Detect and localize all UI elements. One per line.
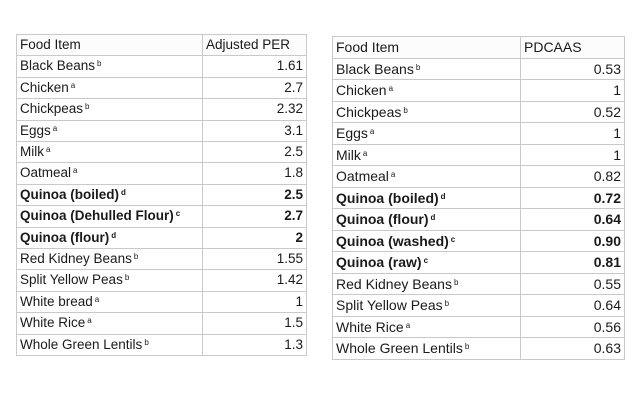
footnote-mark: b: [444, 299, 450, 308]
food-item-name: White Rice: [20, 315, 86, 331]
column-header-adjusted-per: Adjusted PER: [203, 35, 307, 56]
food-item-cell: [17, 227, 203, 248]
column-header-food-item: Food Item: [17, 35, 203, 56]
food-item-name: Quinoa (flour): [336, 211, 429, 227]
food-item-cell: [17, 249, 203, 270]
table-row: [333, 101, 625, 123]
food-item-name: Quinoa (washed): [336, 232, 449, 249]
food-item-name: Oatmeal: [336, 168, 389, 184]
table-row: [17, 99, 307, 120]
footnote-mark: a: [73, 166, 78, 176]
food-item-name: Eggs: [20, 122, 51, 138]
food-item-name: Black Beans: [20, 58, 96, 74]
footnote-mark: a: [388, 84, 394, 93]
footnote-mark: a: [46, 145, 51, 155]
food-item-name: White bread: [20, 293, 93, 309]
table-row: [333, 80, 625, 102]
table-row: [17, 163, 307, 184]
table-row: [17, 56, 307, 77]
food-item-name: Quinoa (boiled): [336, 189, 439, 206]
food-item-cell: [17, 184, 203, 205]
value-cell: 2.5: [203, 184, 307, 205]
food-item-cell: [17, 142, 203, 163]
value-cell: 1.55: [203, 249, 307, 270]
table-row: [333, 123, 625, 145]
value-cell: 0.64: [521, 209, 625, 231]
value-cell: 1.42: [203, 270, 307, 291]
value-cell: 2.5: [203, 142, 307, 163]
food-item-name: Quinoa (boiled): [20, 186, 119, 202]
value-cell: 1.5: [203, 313, 307, 334]
footnote-mark: d: [440, 191, 446, 201]
table-row: [333, 252, 625, 274]
column-header-food-item: Food Item: [333, 37, 521, 59]
food-item-cell: [17, 99, 203, 120]
food-item-cell: [333, 58, 521, 80]
food-item-name: Oatmeal: [20, 165, 72, 181]
food-item-cell: [17, 206, 203, 227]
food-item-name: Whole Green Lentils: [336, 340, 463, 356]
table-row: [333, 166, 625, 188]
food-item-name: Chicken: [20, 79, 69, 95]
food-item-cell: [17, 77, 203, 98]
food-item-name: White Rice: [336, 318, 404, 335]
food-item-name: Milk: [20, 144, 44, 160]
food-item-cell: [17, 313, 203, 334]
footnote-mark: d: [430, 213, 436, 222]
value-cell: 0.53: [521, 58, 625, 80]
table-row: [17, 334, 307, 355]
table-row: [17, 291, 307, 312]
table-row: [17, 120, 307, 141]
value-cell: 0.90: [521, 230, 625, 252]
food-item-cell: [333, 273, 521, 295]
food-item-cell: [333, 230, 521, 252]
table-header-row: [333, 37, 625, 59]
footnote-mark: b: [144, 337, 149, 347]
footnote-mark: b: [85, 102, 90, 112]
value-cell: 0.56: [521, 316, 625, 338]
table-row: [17, 206, 307, 227]
table-row: [17, 142, 307, 163]
food-item-cell: [17, 270, 203, 291]
food-item-cell: [17, 334, 203, 355]
food-item-cell: [17, 120, 203, 141]
value-cell: 0.55: [521, 273, 625, 295]
food-item-cell: [333, 144, 521, 166]
value-cell: 0.52: [521, 101, 625, 123]
table-row: [17, 227, 307, 248]
value-cell: 0.81: [521, 252, 625, 274]
table-row: [333, 338, 625, 360]
footnote-mark: a: [369, 127, 375, 136]
table-header-row: [17, 35, 307, 56]
food-item-cell: [333, 338, 521, 360]
food-item-name: Chickpeas: [20, 101, 84, 117]
per-table-body: [17, 35, 307, 356]
food-item-name: Quinoa (flour): [20, 229, 110, 245]
footnote-mark: b: [453, 277, 459, 287]
value-cell: 1: [521, 144, 625, 166]
footnote-mark: d: [111, 230, 117, 240]
table-row: [17, 270, 307, 291]
table-row: [333, 295, 625, 317]
table-row: [17, 77, 307, 98]
column-header-pdcaas: PDCAAS: [521, 37, 625, 59]
food-item-cell: [333, 209, 521, 231]
table-row: [17, 249, 307, 270]
footnote-mark: b: [464, 342, 470, 351]
table-row: [333, 273, 625, 295]
food-item-cell: [17, 291, 203, 312]
value-cell: 2.32: [203, 99, 307, 120]
food-item-cell: [333, 166, 521, 188]
table-row: [333, 230, 625, 252]
food-item-cell: [333, 101, 521, 123]
footnote-mark: b: [97, 59, 102, 69]
food-item-name: Split Yellow Peas: [20, 272, 123, 288]
pdcaas-table: [332, 36, 625, 360]
value-cell: 2: [203, 227, 307, 248]
value-cell: 0.64: [521, 295, 625, 317]
value-cell: 0.63: [521, 338, 625, 360]
food-item-name: Split Yellow Peas: [336, 297, 443, 313]
footnote-mark: a: [70, 80, 76, 90]
food-item-name: Quinoa (Dehulled Flour): [20, 208, 174, 224]
food-item-cell: [333, 187, 521, 209]
value-cell: 1: [203, 291, 307, 312]
table-row: [333, 144, 625, 166]
food-item-name: Eggs: [336, 125, 368, 141]
pdcaas-table-body: [333, 37, 625, 360]
food-item-cell: [17, 163, 203, 184]
food-item-cell: [17, 56, 203, 77]
food-item-cell: [333, 123, 521, 145]
food-item-name: Milk: [336, 146, 361, 163]
food-item-name: Whole Green Lentils: [20, 336, 143, 352]
value-cell: 2.7: [203, 77, 307, 98]
food-item-name: Red Kidney Beans: [20, 251, 132, 267]
footnote-mark: a: [94, 294, 100, 304]
table-row: [333, 316, 625, 338]
food-item-name: Red Kidney Beans: [336, 275, 452, 292]
value-cell: 2.7: [203, 206, 307, 227]
footnote-mark: a: [87, 316, 92, 326]
value-cell: 0.72: [521, 187, 625, 209]
table-row: [333, 187, 625, 209]
adjusted-per-table: [16, 34, 307, 356]
footnote-mark: b: [415, 62, 421, 72]
footnote-mark: c: [450, 234, 456, 244]
footnote-mark: c: [175, 209, 181, 219]
food-item-cell: [333, 80, 521, 102]
footnote-mark: a: [52, 123, 58, 133]
value-cell: 0.82: [521, 166, 625, 188]
food-item-name: Quinoa (raw): [336, 254, 422, 270]
food-item-name: Chicken: [336, 82, 387, 98]
footnote-mark: a: [390, 170, 396, 179]
value-cell: 3.1: [203, 120, 307, 141]
value-cell: 1: [521, 123, 625, 145]
value-cell: 1: [521, 80, 625, 102]
food-item-cell: [333, 295, 521, 317]
food-item-cell: [333, 316, 521, 338]
table-row: [17, 184, 307, 205]
table-row: [333, 209, 625, 231]
footnote-mark: c: [423, 256, 429, 265]
footnote-mark: b: [124, 273, 130, 283]
footnote-mark: a: [405, 320, 411, 330]
footnote-mark: d: [121, 187, 126, 197]
footnote-mark: b: [403, 105, 408, 115]
table-row: [17, 313, 307, 334]
food-item-name: Chickpeas: [336, 103, 402, 120]
value-cell: 1.3: [203, 334, 307, 355]
footnote-mark: a: [362, 148, 368, 158]
table-row: [333, 58, 625, 80]
footnote-mark: b: [133, 252, 139, 262]
value-cell: 1.8: [203, 163, 307, 184]
food-item-cell: [333, 252, 521, 274]
value-cell: 1.61: [203, 56, 307, 77]
food-item-name: Black Beans: [336, 60, 414, 77]
